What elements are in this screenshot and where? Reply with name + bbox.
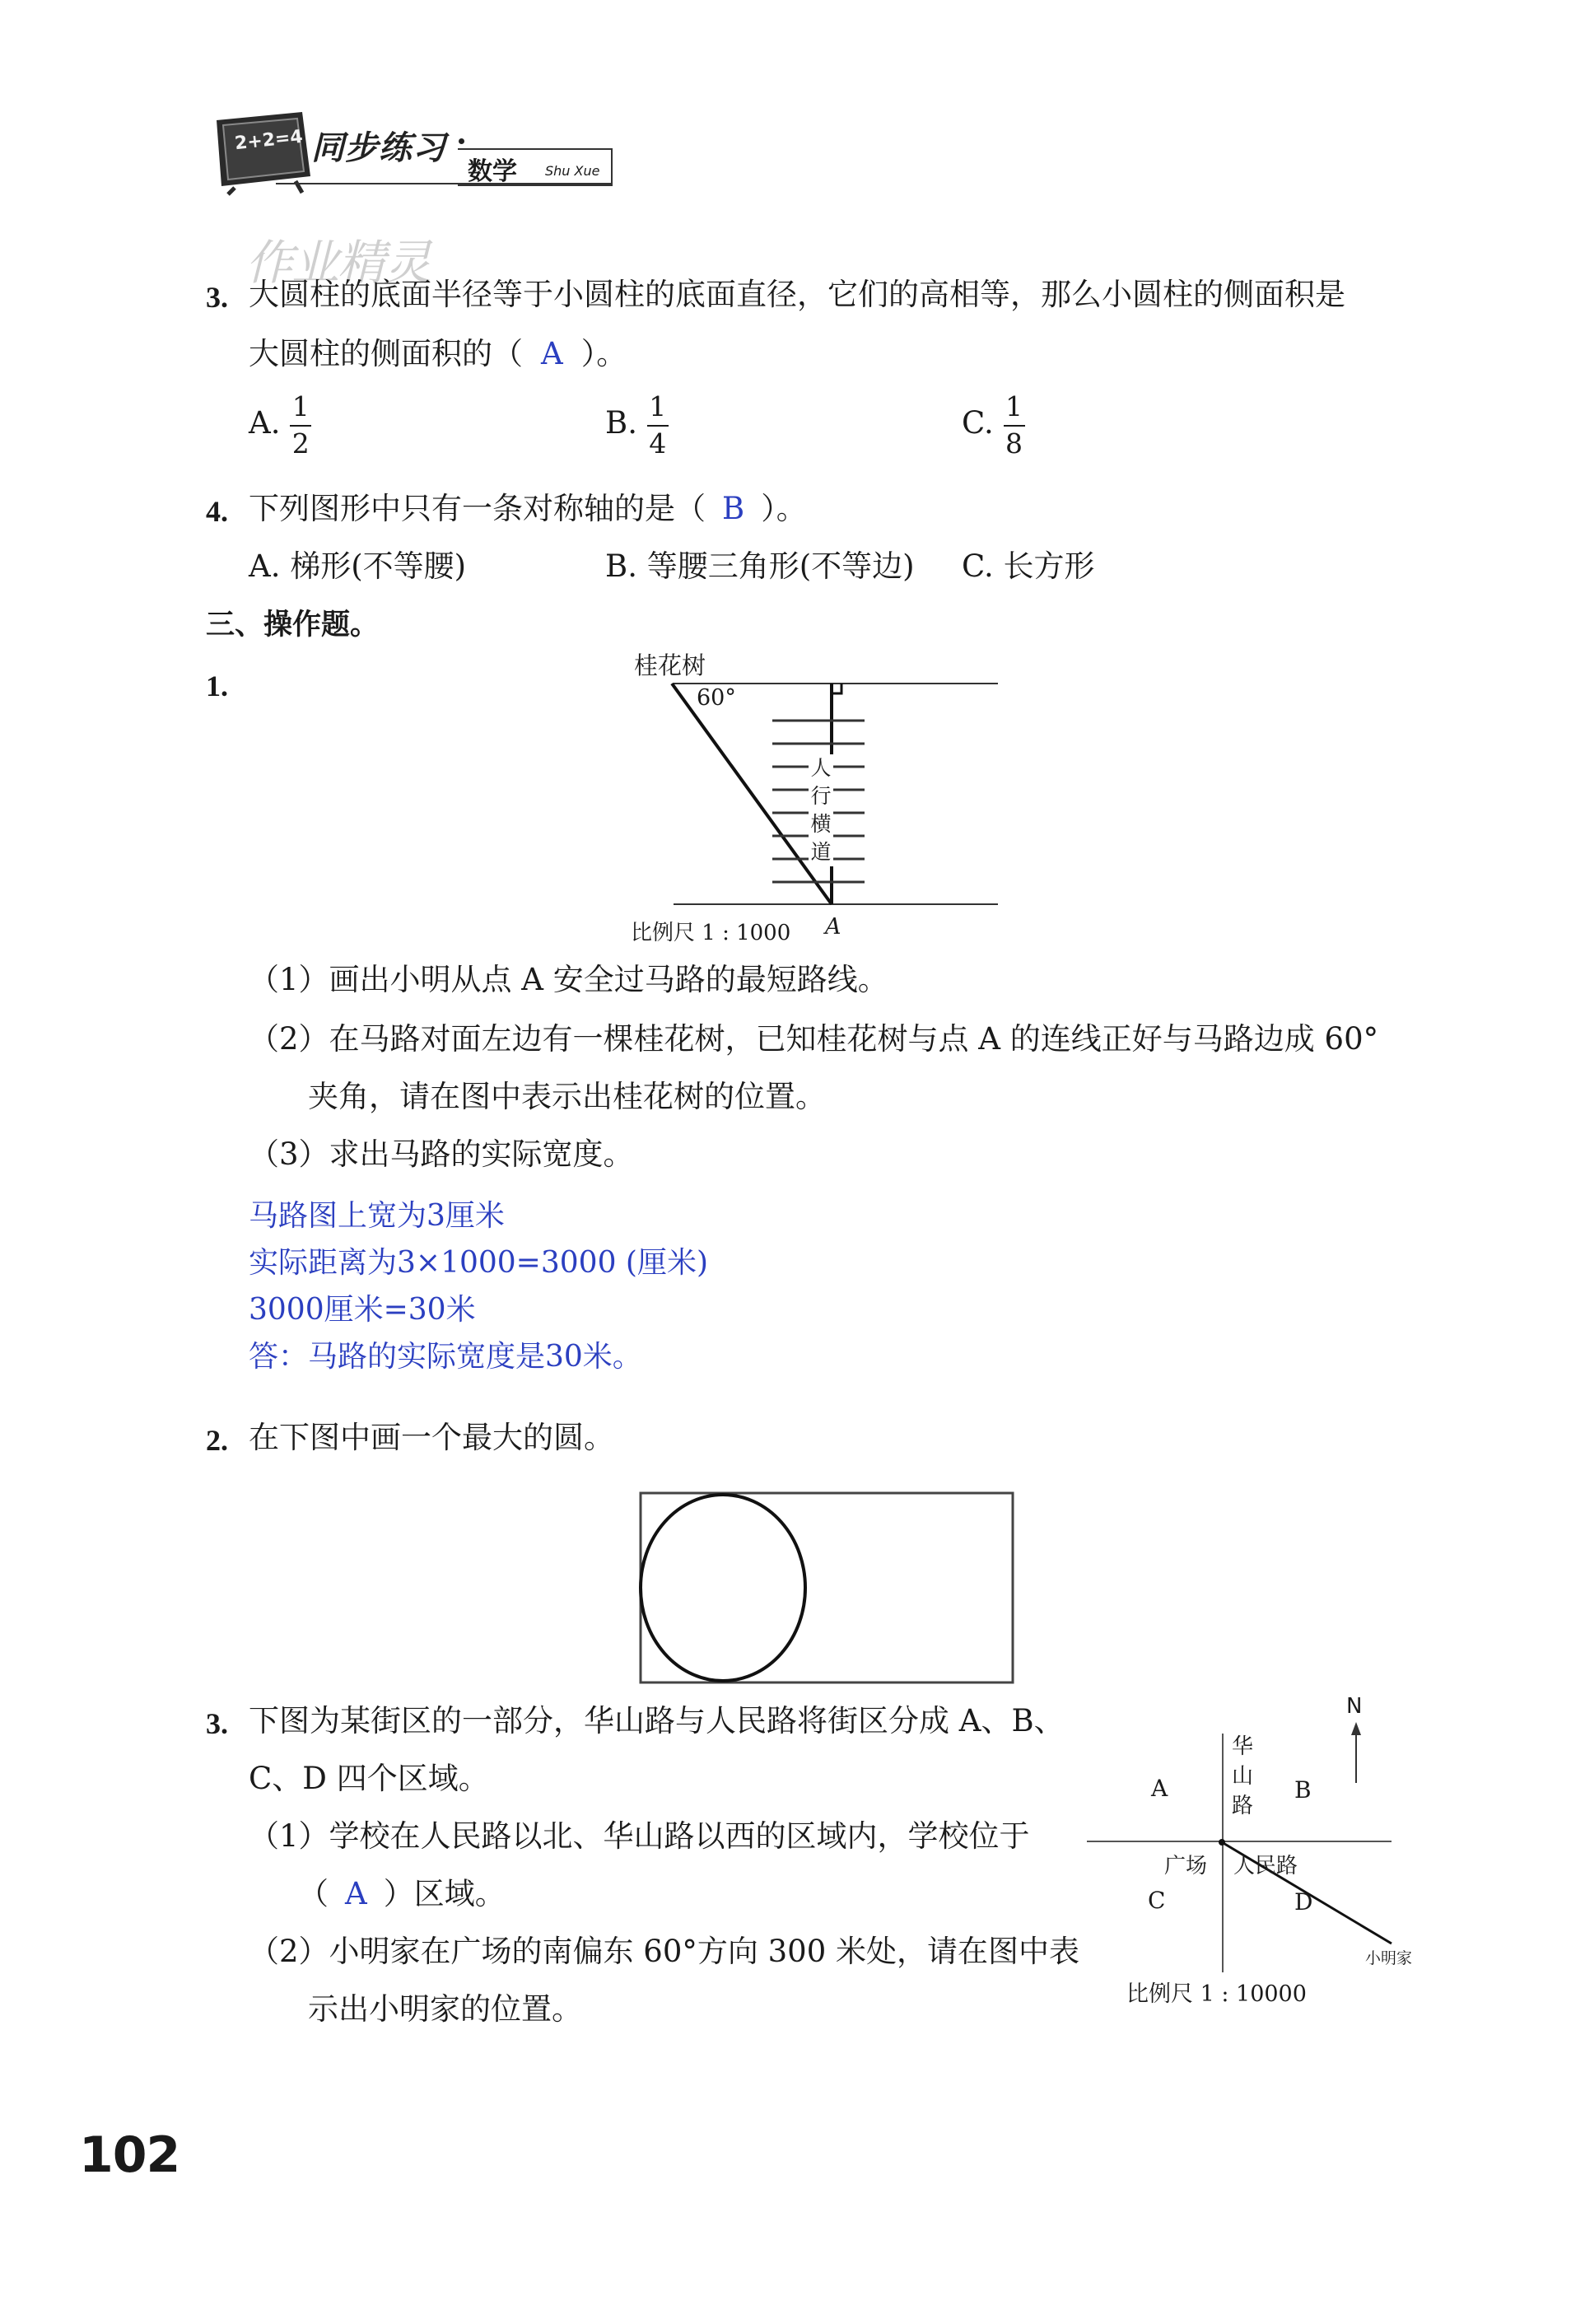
op3-sub1-answer: A <box>345 1876 367 1911</box>
op3-sub1-pre: （ <box>298 1876 329 1911</box>
q4-option-c: C. 长方形 <box>962 548 1095 584</box>
watermark: 作业精灵 <box>245 235 431 291</box>
q3-option-c-label: C. <box>962 405 994 441</box>
op3-line2: C、D 四个区域。 <box>249 1761 489 1796</box>
q3-option-b-fraction: $\frac{1}{4}$ <box>647 393 669 458</box>
scale-label-1: 比例尺 1 : 1000 <box>631 921 791 945</box>
largest-circle <box>641 1495 805 1681</box>
q3-option-a <box>249 390 311 460</box>
op1-answer-line4: 答：马路的实际宽度是30米。 <box>249 1340 642 1374</box>
q3-option-a-label: A. <box>249 405 281 441</box>
op3-sub2-line2: 示出小明家的位置。 <box>308 1991 582 2027</box>
renmin-road-label: 人民路 <box>1233 1854 1298 1878</box>
crosswalk-figure <box>618 642 1013 947</box>
q4-number: 4. <box>206 495 228 528</box>
street-map <box>1079 1692 1466 2022</box>
home-label: 小明家 <box>1365 1949 1413 1967</box>
op3-number: 3. <box>206 1707 228 1740</box>
section-title: 三、操作题。 <box>206 609 380 642</box>
q4-text-post: ）。 <box>761 491 807 526</box>
huashan-road-label: 华 山 路 <box>1232 1734 1254 1818</box>
header-title: 同步练习 <box>311 129 446 167</box>
circle-figure <box>634 1489 1021 1688</box>
region-d: D <box>1294 1888 1313 1916</box>
rectangle-with-circle <box>634 1489 1021 1688</box>
plaza-label: 广场 <box>1164 1854 1208 1878</box>
q4-option-b: B. 等腰三角形(不等边) <box>605 548 915 584</box>
op1-number: 1. <box>206 670 228 702</box>
header-rule <box>276 183 612 184</box>
op3-sub2-line1: （2）小明家在广场的南偏东 60°方向 300 米处，请在图中表 <box>249 1934 1080 1969</box>
crosswalk-label: 人 行 横 道 <box>809 754 833 866</box>
q3-answer: A <box>541 336 563 371</box>
north-label: N <box>1346 1694 1363 1719</box>
q3-option-b <box>605 390 669 460</box>
op1-answer-line2: 实际距离为3×1000=3000 (厘米) <box>249 1246 709 1280</box>
op2-text: 在下图中画一个最大的圆。 <box>249 1420 614 1455</box>
op3-sub1-line2 <box>298 1876 506 1912</box>
op3-sub1-post: ）区域。 <box>383 1876 506 1911</box>
header-subject: 数学 <box>468 157 517 186</box>
q3-line2-pre: 大圆柱的侧面积的（ <box>249 336 523 371</box>
q4-text-pre: 下列图形中只有一条对称轴的是（ <box>249 491 706 526</box>
north-arrow-head <box>1351 1722 1361 1735</box>
op1-sub2-line1: （2）在马路对面左边有一棵桂花树，已知桂花树与点 A 的连线正好与马路边成 60° <box>249 1021 1379 1057</box>
board-text: 2+2=4 <box>233 126 304 155</box>
op1-answer-line1: 马路图上宽为3厘米 <box>249 1199 505 1233</box>
q3-option-b-label: B. <box>605 405 637 441</box>
page-number: 102 <box>79 2126 180 2184</box>
op3-line1: 下图为某街区的一部分，华山路与人民路将街区分成 A、B、 <box>249 1703 1065 1738</box>
rectangle <box>641 1493 1013 1682</box>
region-a: A <box>1151 1775 1168 1802</box>
q3-option-c <box>962 390 1025 460</box>
op1-sub2-line2: 夹角，请在图中表示出桂花树的位置。 <box>308 1079 826 1114</box>
op1-answer-line3: 3000厘米=30米 <box>249 1293 476 1327</box>
op3-sub1-line1: （1）学校在人民路以北、华山路以西的区域内，学校位于 <box>249 1818 1030 1854</box>
tree-label: 桂花树 <box>634 651 706 679</box>
header-dot <box>459 138 464 144</box>
header-pinyin: Shu Xue <box>545 163 600 179</box>
q3-option-a-fraction: $\frac{1}{2}$ <box>290 393 311 458</box>
angle-label: 60° <box>697 685 736 711</box>
q3-line2 <box>249 336 627 372</box>
region-c: C <box>1148 1887 1166 1914</box>
point-a-label: A <box>825 914 841 940</box>
op2-number: 2. <box>206 1424 228 1457</box>
q3-number: 3. <box>206 281 228 314</box>
op1-sub3: （3）求出马路的实际宽度。 <box>249 1136 634 1172</box>
op1-sub1: （1）画出小明从点 A 安全过马路的最短路线。 <box>249 962 888 997</box>
q3-line1: 大圆柱的底面半径等于小圆柱的底面直径，它们的高相等，那么小圆柱的侧面积是 <box>249 277 1345 312</box>
q4-option-a: A. 梯形(不等腰) <box>249 548 467 584</box>
region-b: B <box>1294 1776 1312 1804</box>
scale-label-2: 比例尺 1 : 10000 <box>1126 1981 1307 2007</box>
q3-option-c-fraction: $\frac{1}{8}$ <box>1004 393 1025 458</box>
q4-answer: B <box>722 491 745 526</box>
plaza-point <box>1219 1839 1225 1846</box>
q3-line2-post: ）。 <box>580 336 627 371</box>
q4-text <box>249 491 807 527</box>
tree-to-a-line <box>672 684 832 904</box>
